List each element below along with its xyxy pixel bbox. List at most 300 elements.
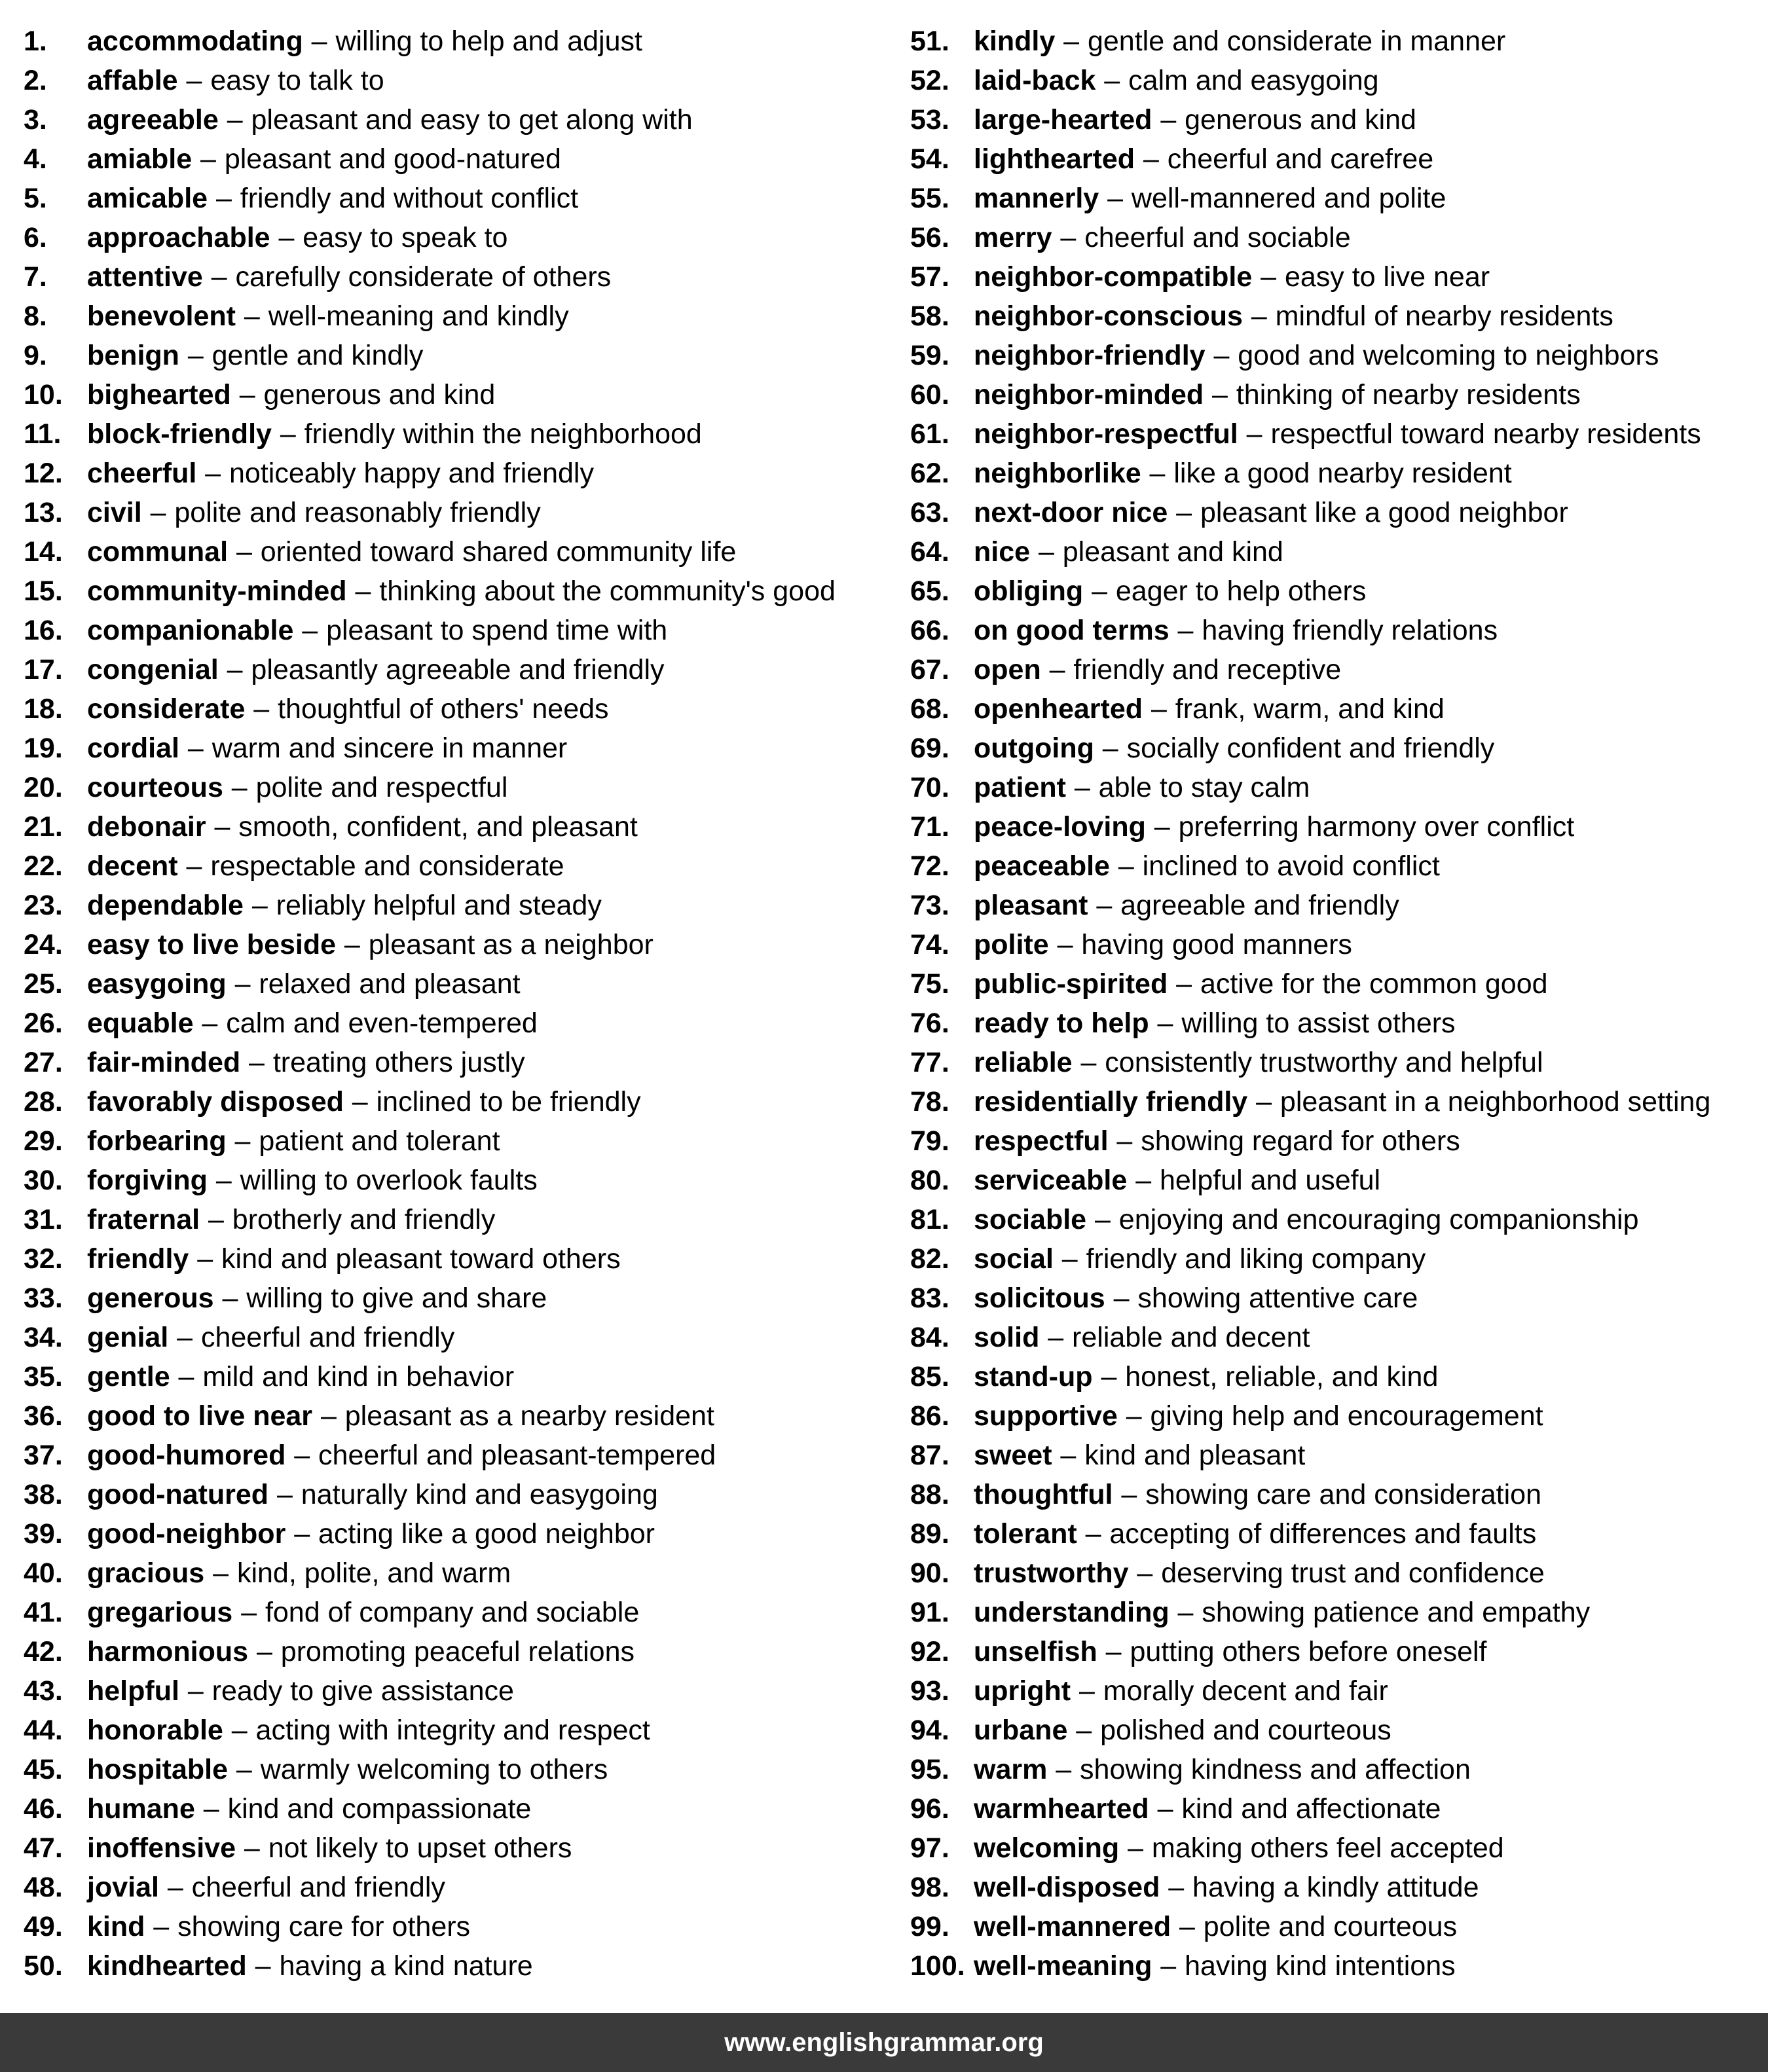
list-item bbox=[24, 851, 888, 890]
list-item bbox=[910, 1519, 1761, 1558]
list-item bbox=[24, 969, 888, 1008]
list-item bbox=[910, 144, 1761, 183]
item-separator: – bbox=[167, 1872, 183, 1903]
list-item bbox=[910, 1912, 1761, 1951]
list-item bbox=[910, 969, 1761, 1008]
item-number: 39. bbox=[24, 1518, 63, 1550]
item-separator: – bbox=[222, 1282, 238, 1314]
item-separator: – bbox=[213, 1557, 229, 1589]
item-number: 5. bbox=[24, 183, 47, 214]
list-item bbox=[24, 223, 888, 262]
item-separator: – bbox=[1048, 1322, 1064, 1353]
item-separator: – bbox=[1102, 733, 1118, 764]
item-definition: friendly and liking company bbox=[1086, 1243, 1426, 1275]
list-item bbox=[24, 262, 888, 301]
item-number: 80. bbox=[910, 1165, 949, 1196]
item-separator: – bbox=[1251, 300, 1267, 332]
item-definition: good and welcoming to neighbors bbox=[1238, 340, 1659, 371]
list-item bbox=[24, 655, 888, 694]
item-separator: – bbox=[294, 1518, 310, 1550]
item-definition: pleasantly agreeable and friendly bbox=[251, 654, 665, 685]
list-item bbox=[910, 340, 1761, 380]
item-definition: having kind intentions bbox=[1185, 1950, 1456, 1982]
item-separator: – bbox=[211, 261, 227, 293]
item-definition: naturally kind and easygoing bbox=[301, 1479, 658, 1510]
list-item bbox=[910, 537, 1761, 576]
item-definition: active for the common good bbox=[1200, 968, 1548, 1000]
item-separator: – bbox=[1121, 1479, 1137, 1510]
item-term: courteous bbox=[87, 772, 223, 803]
item-separator: – bbox=[1256, 1086, 1272, 1118]
item-definition: brotherly and friendly bbox=[232, 1204, 496, 1235]
item-separator: – bbox=[150, 497, 166, 528]
item-term: amicable bbox=[87, 183, 208, 214]
item-separator: – bbox=[320, 1400, 337, 1432]
item-term: sweet bbox=[974, 1440, 1052, 1471]
list-item bbox=[910, 1872, 1761, 1912]
item-separator: – bbox=[1085, 1518, 1101, 1550]
item-definition: acting with integrity and respect bbox=[255, 1715, 650, 1746]
item-separator: – bbox=[1137, 1557, 1153, 1589]
item-separator: – bbox=[202, 1008, 218, 1039]
item-definition: showing care for others bbox=[177, 1911, 471, 1942]
item-number: 2. bbox=[24, 65, 47, 96]
item-definition: pleasant as a nearby resident bbox=[344, 1400, 714, 1432]
item-definition: easy to live near bbox=[1284, 261, 1490, 293]
item-separator: – bbox=[1213, 340, 1230, 371]
item-definition: showing care and consideration bbox=[1145, 1479, 1541, 1510]
item-term: social bbox=[974, 1243, 1054, 1275]
item-separator: – bbox=[227, 104, 243, 136]
item-number: 14. bbox=[24, 536, 63, 568]
item-separator: – bbox=[187, 733, 204, 764]
item-separator: – bbox=[255, 1950, 271, 1982]
item-definition: like a good nearby resident bbox=[1173, 458, 1512, 489]
word-list-column-right bbox=[910, 26, 1761, 1990]
item-separator: – bbox=[1060, 222, 1077, 253]
item-term: agreeable bbox=[87, 104, 219, 136]
item-definition: enjoying and encouraging companionship bbox=[1118, 1204, 1639, 1235]
item-term: neighbor-friendly bbox=[974, 340, 1206, 371]
item-definition: fond of company and sociable bbox=[265, 1597, 640, 1628]
item-separator: – bbox=[1104, 65, 1120, 96]
item-separator: – bbox=[1176, 968, 1192, 1000]
item-term: easygoing bbox=[87, 968, 227, 1000]
item-term: affable bbox=[87, 65, 178, 96]
item-number: 32. bbox=[24, 1243, 63, 1275]
item-definition: pleasant in a neighborhood setting bbox=[1280, 1086, 1711, 1118]
item-separator: – bbox=[1261, 261, 1277, 293]
item-term: debonair bbox=[87, 811, 206, 843]
item-number: 29. bbox=[24, 1125, 63, 1157]
item-term: warm bbox=[974, 1754, 1048, 1785]
item-separator: – bbox=[200, 143, 216, 175]
item-definition: generous and kind bbox=[263, 379, 496, 410]
item-term: easy to live beside bbox=[87, 929, 337, 960]
list-item bbox=[910, 65, 1761, 105]
item-number: 24. bbox=[24, 929, 63, 960]
item-definition: gentle and considerate in manner bbox=[1087, 26, 1506, 57]
item-term: patient bbox=[974, 772, 1066, 803]
item-number: 4. bbox=[24, 143, 47, 175]
item-number: 94. bbox=[910, 1715, 949, 1746]
item-term: welcoming bbox=[974, 1832, 1120, 1864]
list-item bbox=[24, 930, 888, 969]
item-term: neighbor-minded bbox=[974, 379, 1204, 410]
item-term: communal bbox=[87, 536, 229, 568]
item-separator: – bbox=[1212, 379, 1228, 410]
item-definition: willing to overlook faults bbox=[240, 1165, 538, 1196]
list-item bbox=[910, 655, 1761, 694]
item-term: residentially friendly bbox=[974, 1086, 1248, 1118]
item-separator: – bbox=[1246, 418, 1262, 450]
item-definition: willing to give and share bbox=[246, 1282, 547, 1314]
item-number: 85. bbox=[910, 1361, 949, 1392]
list-item bbox=[24, 537, 888, 576]
item-term: understanding bbox=[974, 1597, 1169, 1628]
item-definition: showing regard for others bbox=[1141, 1125, 1460, 1157]
item-term: reliable bbox=[974, 1047, 1073, 1078]
item-separator: – bbox=[177, 1322, 193, 1353]
list-item bbox=[24, 1244, 888, 1283]
list-item bbox=[910, 262, 1761, 301]
list-item bbox=[910, 1637, 1761, 1676]
item-number: 81. bbox=[910, 1204, 949, 1235]
item-definition: polite and courteous bbox=[1203, 1911, 1458, 1942]
item-number: 30. bbox=[24, 1165, 63, 1196]
item-separator: – bbox=[186, 850, 202, 882]
item-number: 28. bbox=[24, 1086, 63, 1118]
item-term: neighbor-conscious bbox=[974, 300, 1243, 332]
list-item bbox=[24, 694, 888, 733]
item-number: 3. bbox=[24, 104, 47, 136]
item-separator: – bbox=[280, 418, 296, 450]
list-item bbox=[910, 615, 1761, 655]
item-number: 65. bbox=[910, 575, 949, 607]
item-term: neighbor-compatible bbox=[974, 261, 1253, 293]
list-item bbox=[910, 1794, 1761, 1833]
list-item bbox=[24, 1754, 888, 1794]
item-definition: reliable and decent bbox=[1072, 1322, 1310, 1353]
item-term: accommodating bbox=[87, 26, 303, 57]
list-item bbox=[24, 1872, 888, 1912]
item-definition: inclined to avoid conflict bbox=[1142, 850, 1440, 882]
item-definition: not likely to upset others bbox=[268, 1832, 572, 1864]
item-term: open bbox=[974, 654, 1041, 685]
list-item bbox=[24, 498, 888, 537]
item-term: upright bbox=[974, 1675, 1071, 1707]
item-number: 12. bbox=[24, 458, 63, 489]
list-item bbox=[910, 1244, 1761, 1283]
list-item bbox=[910, 105, 1761, 144]
item-definition: consistently trustworthy and helpful bbox=[1105, 1047, 1543, 1078]
item-term: good-neighbor bbox=[87, 1518, 286, 1550]
item-definition: well-meaning and kindly bbox=[268, 300, 569, 332]
item-term: favorably disposed bbox=[87, 1086, 344, 1118]
item-number: 93. bbox=[910, 1675, 949, 1707]
item-number: 84. bbox=[910, 1322, 949, 1353]
item-term: cordial bbox=[87, 733, 179, 764]
item-number: 23. bbox=[24, 890, 63, 921]
item-term: humane bbox=[87, 1793, 195, 1825]
item-term: dependable bbox=[87, 890, 244, 921]
item-separator: – bbox=[1076, 1715, 1092, 1746]
list-item bbox=[910, 419, 1761, 458]
item-term: kindly bbox=[974, 26, 1056, 57]
list-item bbox=[24, 890, 888, 930]
item-separator: – bbox=[1061, 1243, 1078, 1275]
list-item bbox=[910, 1676, 1761, 1715]
item-number: 43. bbox=[24, 1675, 63, 1707]
list-item bbox=[910, 1283, 1761, 1322]
item-definition: gentle and kindly bbox=[212, 340, 424, 371]
item-separator: – bbox=[1113, 1282, 1130, 1314]
item-number: 51. bbox=[910, 26, 949, 57]
item-definition: calm and even-tempered bbox=[226, 1008, 538, 1039]
item-term: fraternal bbox=[87, 1204, 200, 1235]
item-definition: pleasant and easy to get along with bbox=[251, 104, 693, 136]
list-item bbox=[24, 1794, 888, 1833]
item-term: good-humored bbox=[87, 1440, 286, 1471]
item-number: 55. bbox=[910, 183, 949, 214]
item-separator: – bbox=[205, 458, 221, 489]
item-definition: preferring harmony over conflict bbox=[1178, 811, 1575, 843]
item-term: supportive bbox=[974, 1400, 1118, 1432]
item-number: 70. bbox=[910, 772, 949, 803]
item-term: hospitable bbox=[87, 1754, 229, 1785]
item-definition: pleasant as a neighbor bbox=[368, 929, 654, 960]
item-term: pleasant bbox=[974, 890, 1088, 921]
list-item bbox=[24, 380, 888, 419]
list-item bbox=[910, 26, 1761, 65]
item-number: 37. bbox=[24, 1440, 63, 1471]
item-term: good to live near bbox=[87, 1400, 313, 1432]
list-item bbox=[910, 1754, 1761, 1794]
item-term: kind bbox=[87, 1911, 145, 1942]
item-definition: calm and easygoing bbox=[1128, 65, 1379, 96]
item-definition: easy to talk to bbox=[210, 65, 384, 96]
item-term: serviceable bbox=[974, 1165, 1128, 1196]
item-term: public-spirited bbox=[974, 968, 1168, 1000]
item-definition: mild and kind in behavior bbox=[202, 1361, 515, 1392]
item-definition: warm and sincere in manner bbox=[212, 733, 568, 764]
item-definition: kind and compassionate bbox=[227, 1793, 532, 1825]
item-term: gracious bbox=[87, 1557, 205, 1589]
item-term: cheerful bbox=[87, 458, 197, 489]
item-term: large-hearted bbox=[974, 104, 1152, 136]
item-number: 63. bbox=[910, 497, 949, 528]
item-number: 54. bbox=[910, 143, 949, 175]
item-definition: kind and pleasant bbox=[1084, 1440, 1306, 1471]
item-number: 90. bbox=[910, 1557, 949, 1589]
item-definition: having a kind nature bbox=[279, 1950, 533, 1982]
list-item bbox=[24, 1597, 888, 1637]
item-term: jovial bbox=[87, 1872, 159, 1903]
item-number: 57. bbox=[910, 261, 949, 293]
item-definition: well-mannered and polite bbox=[1131, 183, 1446, 214]
item-term: on good terms bbox=[974, 615, 1169, 646]
item-separator: – bbox=[1060, 1440, 1077, 1471]
list-item bbox=[24, 733, 888, 772]
site-footer bbox=[0, 2013, 1768, 2072]
item-separator: – bbox=[1157, 1793, 1173, 1825]
list-item bbox=[24, 1715, 888, 1754]
item-number: 8. bbox=[24, 300, 47, 332]
item-term: next-door nice bbox=[974, 497, 1168, 528]
item-definition: willing to assist others bbox=[1181, 1008, 1456, 1039]
item-definition: cheerful and friendly bbox=[191, 1872, 445, 1903]
list-item bbox=[24, 1637, 888, 1676]
list-item bbox=[910, 458, 1761, 498]
list-item bbox=[910, 930, 1761, 969]
item-separator: – bbox=[186, 65, 202, 96]
item-number: 15. bbox=[24, 575, 63, 607]
item-separator: – bbox=[276, 1479, 293, 1510]
item-separator: – bbox=[231, 772, 248, 803]
list-item bbox=[910, 1597, 1761, 1637]
item-definition: thinking about the community's good bbox=[379, 575, 836, 607]
item-separator: – bbox=[1049, 654, 1065, 685]
item-definition: easy to speak to bbox=[303, 222, 508, 253]
item-number: 48. bbox=[24, 1872, 63, 1903]
item-term: forbearing bbox=[87, 1125, 227, 1157]
item-separator: – bbox=[249, 1047, 265, 1078]
item-definition: treating others justly bbox=[272, 1047, 525, 1078]
item-separator: – bbox=[234, 968, 251, 1000]
item-term: attentive bbox=[87, 261, 203, 293]
list-item bbox=[24, 1047, 888, 1087]
item-term: kindhearted bbox=[87, 1950, 247, 1982]
item-definition: socially confident and friendly bbox=[1126, 733, 1495, 764]
item-definition: carefully considerate of others bbox=[235, 261, 612, 293]
item-number: 26. bbox=[24, 1008, 63, 1039]
item-definition: having a kindly attitude bbox=[1192, 1872, 1479, 1903]
item-definition: respectable and considerate bbox=[210, 850, 564, 882]
item-term: gregarious bbox=[87, 1597, 233, 1628]
footer-url: www.englishgrammar.org bbox=[724, 2028, 1044, 2057]
list-item bbox=[910, 1126, 1761, 1165]
item-number: 16. bbox=[24, 615, 63, 646]
item-definition: showing attentive care bbox=[1137, 1282, 1418, 1314]
item-term: lighthearted bbox=[974, 143, 1135, 175]
list-item bbox=[24, 340, 888, 380]
item-separator: – bbox=[1135, 1165, 1152, 1196]
list-item bbox=[910, 1480, 1761, 1519]
item-separator: – bbox=[251, 890, 268, 921]
item-separator: – bbox=[1096, 890, 1113, 921]
list-item bbox=[910, 1165, 1761, 1205]
item-separator: – bbox=[278, 222, 295, 253]
list-item bbox=[910, 1951, 1761, 1990]
item-definition: oriented toward shared community life bbox=[260, 536, 737, 568]
item-number: 18. bbox=[24, 693, 63, 725]
item-term: equable bbox=[87, 1008, 194, 1039]
item-definition: agreeable and friendly bbox=[1120, 890, 1399, 921]
item-term: well-disposed bbox=[974, 1872, 1160, 1903]
item-separator: – bbox=[1157, 1008, 1173, 1039]
item-definition: helpful and useful bbox=[1160, 1165, 1381, 1196]
item-definition: acting like a good neighbor bbox=[318, 1518, 655, 1550]
item-separator: – bbox=[239, 379, 255, 410]
list-item bbox=[24, 183, 888, 223]
item-term: outgoing bbox=[974, 733, 1094, 764]
item-term: solid bbox=[974, 1322, 1040, 1353]
item-term: bighearted bbox=[87, 379, 231, 410]
item-definition: morally decent and fair bbox=[1103, 1675, 1388, 1707]
item-number: 67. bbox=[910, 654, 949, 685]
item-separator: – bbox=[1107, 183, 1124, 214]
list-item bbox=[24, 1322, 888, 1362]
item-term: respectful bbox=[974, 1125, 1109, 1157]
item-number: 77. bbox=[910, 1047, 949, 1078]
item-number: 74. bbox=[910, 929, 949, 960]
item-definition: pleasant like a good neighbor bbox=[1200, 497, 1568, 528]
item-definition: kind, polite, and warm bbox=[236, 1557, 511, 1589]
item-separator: – bbox=[178, 1361, 194, 1392]
list-item bbox=[910, 1322, 1761, 1362]
item-definition: having friendly relations bbox=[1202, 615, 1498, 646]
item-definition: ready to give assistance bbox=[212, 1675, 514, 1707]
item-separator: – bbox=[187, 1675, 204, 1707]
item-term: peace-loving bbox=[974, 811, 1146, 843]
item-separator: – bbox=[355, 575, 371, 607]
list-item bbox=[24, 1676, 888, 1715]
item-separator: – bbox=[1038, 536, 1054, 568]
item-term: solicitous bbox=[974, 1282, 1105, 1314]
item-number: 45. bbox=[24, 1754, 63, 1785]
list-item bbox=[910, 1833, 1761, 1872]
item-number: 87. bbox=[910, 1440, 949, 1471]
list-item bbox=[910, 772, 1761, 812]
item-definition: promoting peaceful relations bbox=[280, 1636, 635, 1667]
item-definition: friendly and receptive bbox=[1073, 654, 1342, 685]
item-number: 46. bbox=[24, 1793, 63, 1825]
item-number: 41. bbox=[24, 1597, 63, 1628]
item-number: 34. bbox=[24, 1322, 63, 1353]
list-item bbox=[24, 1951, 888, 1990]
item-separator: – bbox=[1078, 1675, 1095, 1707]
item-number: 44. bbox=[24, 1715, 63, 1746]
list-item bbox=[24, 458, 888, 498]
list-item bbox=[24, 1126, 888, 1165]
item-term: civil bbox=[87, 497, 142, 528]
list-item bbox=[24, 1519, 888, 1558]
item-number: 78. bbox=[910, 1086, 949, 1118]
item-separator: – bbox=[241, 1597, 257, 1628]
item-term: block-friendly bbox=[87, 418, 272, 450]
item-definition: polite and respectful bbox=[255, 772, 508, 803]
item-number: 40. bbox=[24, 1557, 63, 1589]
list-item bbox=[24, 419, 888, 458]
item-term: merry bbox=[974, 222, 1052, 253]
item-number: 38. bbox=[24, 1479, 63, 1510]
item-separator: – bbox=[1177, 1597, 1194, 1628]
item-definition: relaxed and pleasant bbox=[259, 968, 521, 1000]
item-definition: thinking of nearby residents bbox=[1236, 379, 1581, 410]
list-item bbox=[910, 812, 1761, 851]
item-separator: – bbox=[231, 1715, 248, 1746]
list-item bbox=[24, 65, 888, 105]
list-item bbox=[910, 1558, 1761, 1597]
item-term: companionable bbox=[87, 615, 294, 646]
item-term: genial bbox=[87, 1322, 169, 1353]
item-number: 100. bbox=[910, 1950, 965, 1982]
item-term: well-meaning bbox=[974, 1950, 1152, 1982]
item-separator: – bbox=[208, 1204, 224, 1235]
item-number: 98. bbox=[910, 1872, 949, 1903]
item-term: honorable bbox=[87, 1715, 223, 1746]
item-separator: – bbox=[1063, 26, 1080, 57]
